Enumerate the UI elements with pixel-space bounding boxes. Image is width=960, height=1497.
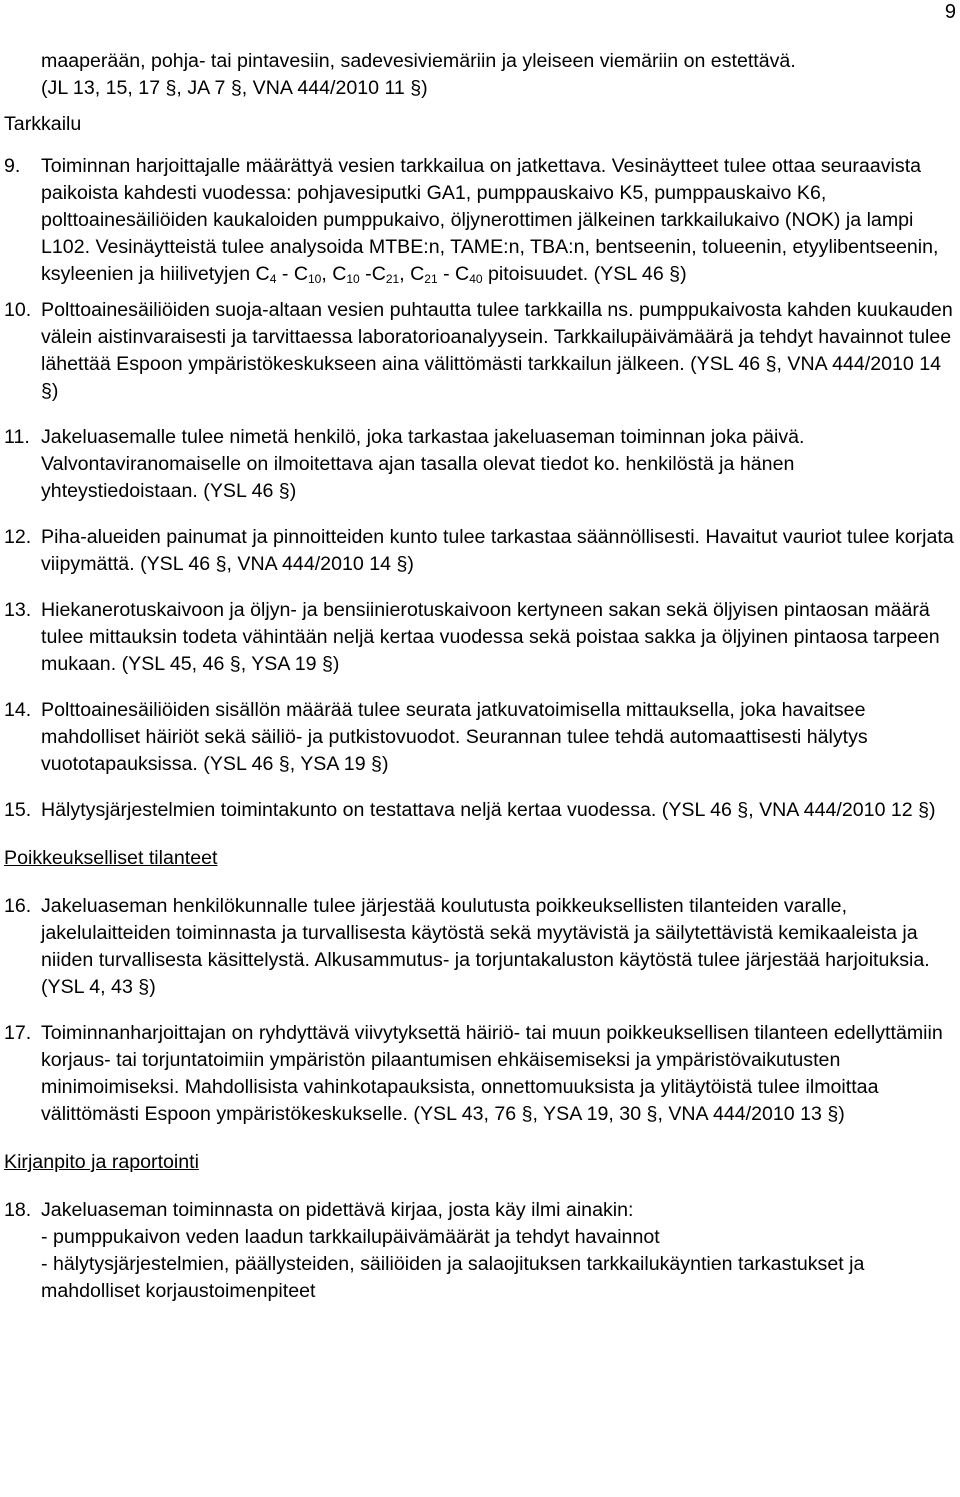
document-body: [4, 48, 954, 1305]
subscript: 10: [307, 272, 322, 286]
list-item: - hälytysjärjestelmien, päällysteiden, säiliöiden ja salaojituksen tarkkailukäyntien tarkastukset ja mahdolliset korjaustoimenpiteet: [41, 1253, 865, 1302]
item-9-text-part: - C: [437, 263, 470, 285]
subscript: 4: [269, 272, 277, 286]
section-heading-kirjanpito: Kirjanpito ja raportointi: [4, 1151, 199, 1173]
item-number: 12.: [4, 526, 32, 548]
item-16: [4, 893, 954, 1001]
item-text: Hiekanerotuskaivoon ja öljyn- ja bensiinierotuskaivoon kertyneen sakan sekä öljyisen pintaosan määrä tulee mittauksin todeta vähintään neljä kertaa vuodessa sekä poistaa sakka ja öljyinen pintaosa tarpeen mukaan. (YSL 45, 46 §, YSA 19 §): [41, 599, 940, 675]
item-number: 14.: [4, 699, 32, 721]
section-heading-poikkeukselliset: Poikkeukselliset tilanteet: [4, 847, 218, 869]
item-number: 10.: [4, 299, 32, 321]
item-13: [4, 597, 954, 678]
intro-line-2: (JL 13, 15, 17 §, JA 7 §, VNA 444/2010 11 §): [41, 77, 428, 99]
subscript: 40: [469, 272, 483, 286]
item-17: [4, 1020, 954, 1128]
item-9-text-part: - C: [276, 263, 308, 285]
item-14: [4, 697, 954, 778]
item-text: Hälytysjärjestelmien toimintakunto on testattava neljä kertaa vuodessa. (YSL 46 §, VNA 444/2010 12 §): [41, 799, 936, 821]
item-number: 15.: [4, 799, 32, 821]
item-text: Jakeluaseman henkilökunnalle tulee järjestää koulutusta poikkeuksellisten tilanteiden varalle, jakelulaitteiden toiminnasta ja turvallisesta käytöstä sekä myytävistä ja säilytettävistä kemikaaleista ja niiden turvallisesta käsittelystä. Alkusammutus- ja torjuntakaluston käytöstä tulee järjestää harjoituksia. (YSL 4, 43 §): [41, 895, 930, 998]
item-18-intro: Jakeluaseman toiminnasta on pidettävä kirjaa, josta käy ilmi ainakin:: [41, 1199, 634, 1221]
item-number: 18.: [4, 1199, 32, 1221]
page-number: 9: [944, 1, 956, 23]
item-text: Toiminnanharjoittajan on ryhdyttävä viivytyksettä häiriö- tai muun poikkeuksellisen tilanteen edellyttämiin korjaus- tai torjuntatoimiin ympäristön pilaantumisen ehkäisemiseksi ja ympäristövaikutusten minimoimiseksi. Mahdollisista vahinkotapauksista, onnettomuuksista ja ylitäytöistä tulee ilmoittaa välittömästi Espoon ympäristökeskukselle. (YSL 43, 76 §, YSA 19, 30 §, VNA 444/2010 13 §): [41, 1022, 943, 1125]
item-text: [41, 153, 954, 288]
item-10: [4, 297, 954, 405]
subscript: 21: [424, 272, 438, 286]
item-12: [4, 524, 954, 578]
item-text: [41, 1197, 954, 1305]
item-text: Polttoainesäiliöiden sisällön määrää tulee seurata jatkuvatoimisella mittauksella, joka havaitsee mahdolliset häiriöt sekä säiliö- ja putkistovuodot. Seurannan tulee tehdä automaattisesti hälytys vuototapauksissa. (YSL 46 §, YSA 19 §): [41, 699, 868, 775]
item-9-text-part: , C: [321, 263, 347, 285]
item-15: [4, 797, 954, 824]
item-9-text-part: pitoisuudet. (YSL 46 §): [482, 263, 687, 285]
item-number: 17.: [4, 1022, 32, 1044]
list-item: - pumppukaivon veden laadun tarkkailupäivämäärät ja tehdyt havainnot: [41, 1226, 660, 1248]
section-label-tarkkailu: Tarkkailu: [4, 113, 82, 135]
item-number: 11.: [4, 426, 30, 448]
item-text: Polttoainesäiliöiden suoja-altaan vesien puhtautta tulee tarkkailla ns. pumppukaivosta kahden kuukauden välein aistinvaraisesti ja tarvittaessa laboratorioanalyysein. Tarkkailupäivämäärä ja tehdyt havainnot tulee lähettää Espoon ympäristökeskukseen aina välittömästi tarkkailun jälkeen. (YSL 46 §, VNA 444/2010 14 §): [41, 299, 953, 402]
item-text: Jakeluasemalle tulee nimetä henkilö, joka tarkastaa jakeluaseman toiminnan joka päivä. Valvontaviranomaiselle on ilmoitettava ajan tasalla olevat tiedot ko. henkilöstä ja hänen yhteystiedoistaan. (YSL 46 §): [41, 426, 805, 502]
intro-paragraph: [4, 48, 954, 102]
item-number: 13.: [4, 599, 32, 621]
item-9-text-part: -C: [359, 263, 386, 285]
item-number: 16.: [4, 895, 32, 917]
item-11: [4, 424, 954, 505]
item-text: Piha-alueiden painumat ja pinnoitteiden kunto tulee tarkastaa säännöllisesti. Havaitut vauriot tulee korjata viipymättä. (YSL 46 §, VNA 444/2010 14 §): [41, 526, 954, 575]
item-18: [4, 1197, 954, 1305]
item-number: 9.: [4, 155, 21, 177]
intro-line-1: maaperään, pohja- tai pintavesiin, sadevesiviemäriin ja yleiseen viemäriin on estettävä.: [41, 50, 796, 72]
item-9-text-part: Toiminnan harjoittajalle määrättyä vesien tarkkailua on jatkettava. Vesinäytteet tulee ottaa seuraavista paikoista kahdesti vuodessa: pohjavesiputki GA1, pumppauskaivo K5, pumppauskaivo K6, polttoainesäiliöiden kaukaloiden pumppukaivo, öljynerottimen jälkeinen tarkkailukaivo (NOK) ja lampi L102. Vesinäytteistä tulee analysoida MTBE:n, TAME:n, TBA:n, bentseenin, tolueenin, etyylibentseenin, ksyleenien ja hiilivetyjen C: [41, 155, 939, 285]
subscript: 10: [346, 272, 360, 286]
item-9: [4, 153, 954, 288]
subscript: 21: [385, 272, 400, 286]
item-9-text-part: , C: [399, 263, 425, 285]
